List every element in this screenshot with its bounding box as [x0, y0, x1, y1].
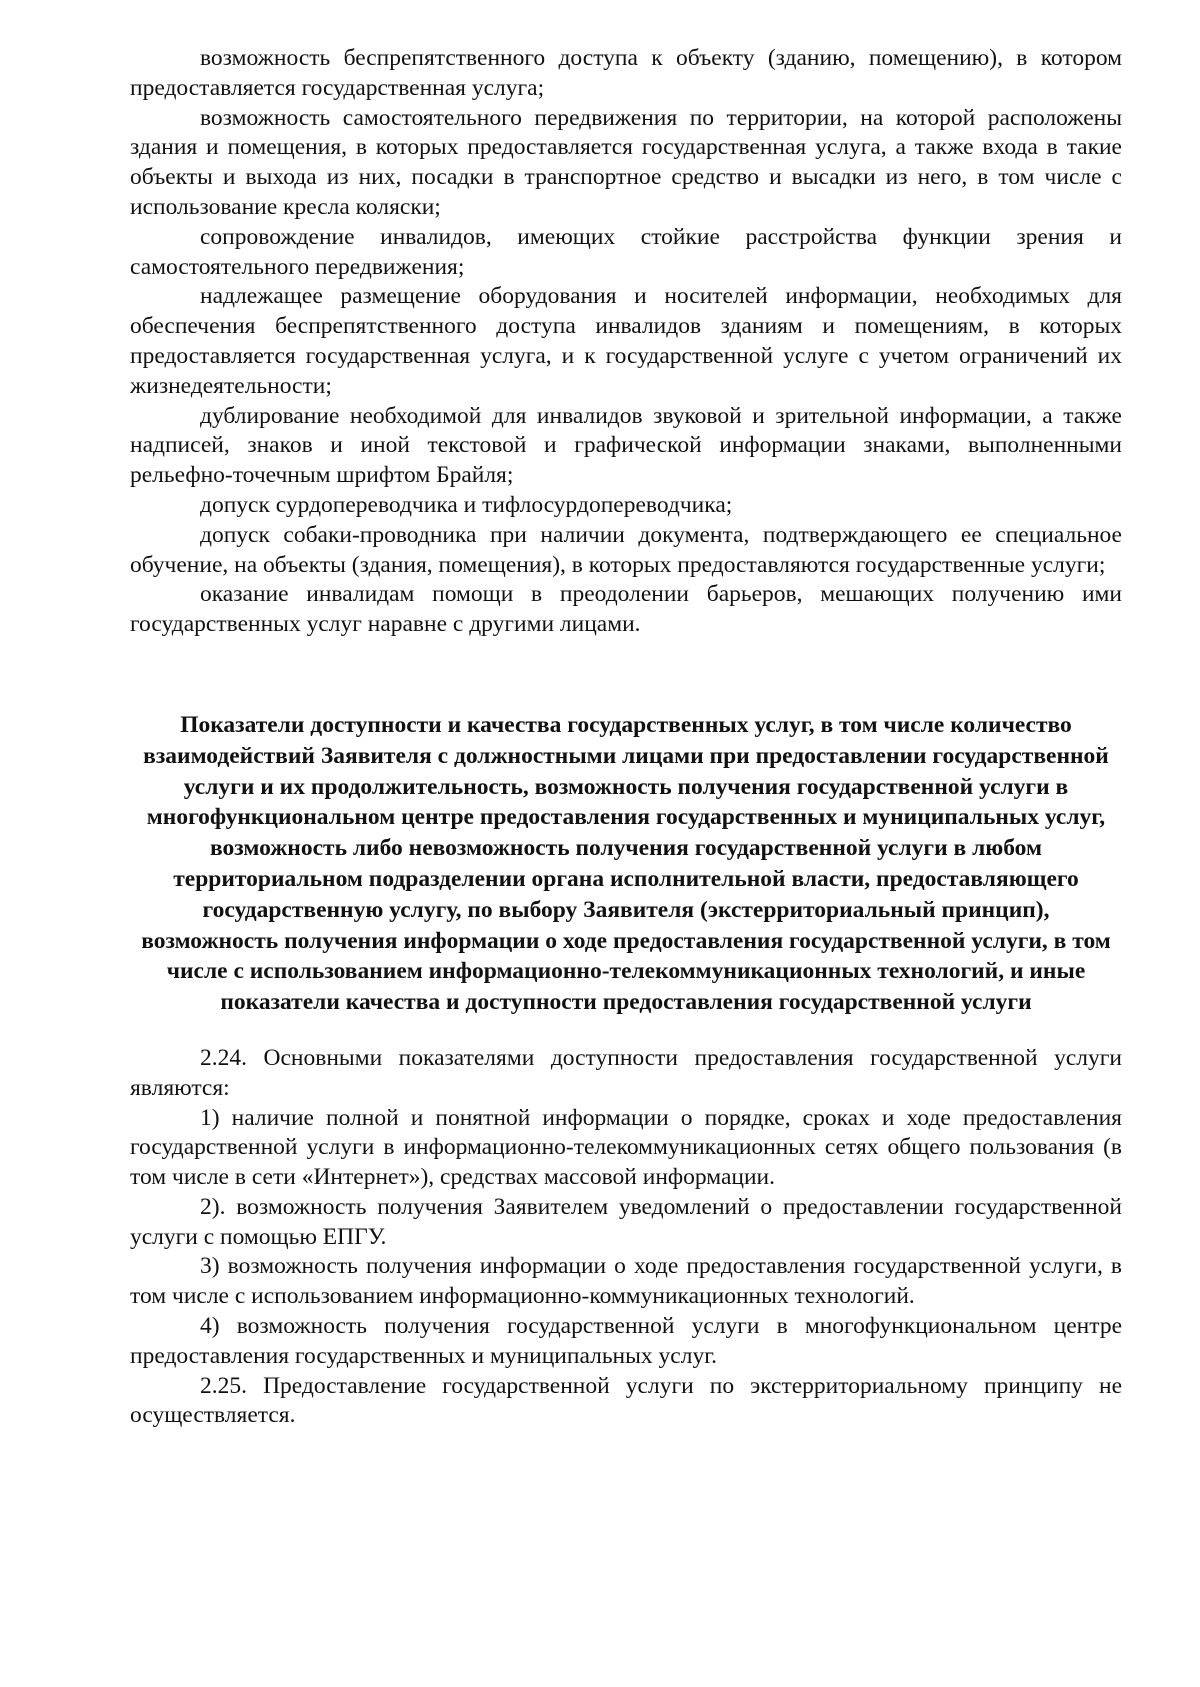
section-heading: Показатели доступности и качества государственных услуг, в том числе количество взаимодействий Заявителя с должностными лицами при предоставлении государственной услуги и их продолжительность, возможность получения государственной услуги в многофункциональном центре предоставления государственных и муниципальных услуг, возможность либо невозможность получения государственной услуги в любом территориальном подразделении органа исполнительной власти, предоставляющего государственную услугу, по выбору Заявителя (экстерриториальный принцип), возможность получения информации о ходе предоставления государственной услуги, в том числе с использованием информационно-телекоммуникационных технологий, и иные показатели качества и доступности предоставления государственной услуги [141, 711, 1111, 1016]
paragraph-barrier-assistance: оказание инвалидам помощи в преодолении барьеров, мешающих получению ими государственных услуг наравне с другими лицами. [130, 581, 1122, 638]
paragraph-2-24: 2.24. Основными показателями доступности предоставления государственной услуги являются: [130, 1044, 1122, 1101]
paragraph-item-1: 1) наличие полной и понятной информации о порядке, сроках и ходе предоставления государственной услуги в информационно-телекоммуникационных сетях общего пользования (в том числе в сети «Интернет»), средствах массовой информации. [130, 1104, 1122, 1191]
paragraph-equipment-placement: надлежащее размещение оборудования и носителей информации, необходимых для обеспечения беспрепятственного доступа инвалидов зданиям и помещениям, в которых предоставляется государственная услуга, и к государственной услуге с учетом ограничений их жизнедеятельности; [130, 283, 1122, 399]
paragraph-item-3: 3) возможность получения информации о ходе предоставления государственной услуги, в том числе с использованием информационно-коммуникационных технологий. [130, 1253, 1122, 1310]
document-page [130, 44, 1122, 1431]
paragraph-item-2: 2). возможность получения Заявителем уведомлений о предоставлении государственной услуги с помощью ЕПГУ. [130, 1193, 1122, 1250]
paragraph-sign-interpreter: допуск сурдопереводчика и тифлосурдопереводчика; [200, 491, 733, 518]
paragraph-escort-disabled: сопровождение инвалидов, имеющих стойкие расстройства функции зрения и самостоятельного передвижения; [130, 223, 1122, 280]
heading-spacer [130, 1018, 1122, 1044]
paragraph-item-4: 4) возможность получения государственной услуги в многофункциональном центре предоставления государственных и муниципальных услуг. [130, 1313, 1122, 1369]
paragraph-2-25: 2.25. Предоставление государственной услуги по экстерриториальному принципу не осуществляется. [130, 1372, 1122, 1429]
paragraph-braille-duplication: дублирование необходимой для инвалидов звуковой и зрительной информации, а также надписей, знаков и иной текстовой и графической информации знаками, выполненными рельефно-точечным шрифтом Брайля; [130, 402, 1122, 489]
paragraph-unobstructed-access: возможность беспрепятственного доступа к объекту (зданию, помещению), в котором предоставляется государственная услуга; [130, 45, 1122, 101]
paragraph-independent-movement: возможность самостоятельного передвижения по территории, на которой расположены здания и помещения, в которых предоставляется государственная услуга, а также входа в такие объекты и выхода из них, посадки в транспортное средство и высадки из него, в том числе с использование кресла коляски; [130, 104, 1122, 220]
section-spacer [130, 640, 1122, 710]
paragraph-guide-dog: допуск собаки-проводника при наличии документа, подтверждающего ее специальное обучение, на объекты (здания, помещения), в которых предоставляются государственные услуги; [130, 521, 1122, 578]
